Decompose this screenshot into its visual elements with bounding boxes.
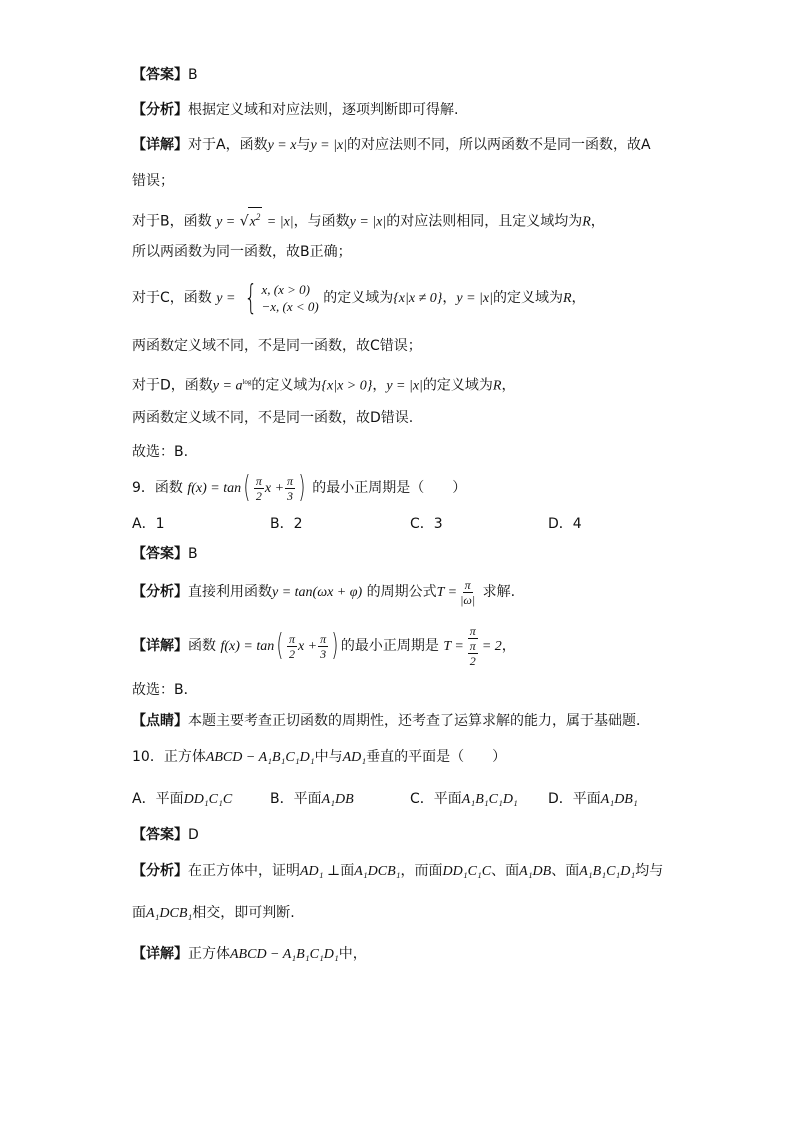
question-text: 中与 (314, 749, 343, 765)
answer-tag: 【答案】 (132, 546, 188, 562)
case-1: x, (x > 0) (261, 282, 310, 297)
numerator: π (469, 624, 476, 638)
analysis-text: 、面 (551, 863, 580, 879)
detail-text: 对于A，函数 (188, 137, 268, 153)
analysis-text: 在正方体中，证明 (188, 863, 300, 879)
point-text: 本题主要考查正切函数的周期性，还考查了运算求解的能力，属于基础题． (188, 713, 650, 729)
math-expr: = |x| (266, 214, 294, 230)
detail-line-b-cont (132, 243, 352, 261)
q9-answer-line (132, 545, 198, 563)
analysis-line (132, 101, 458, 119)
detail-line-c (132, 280, 586, 317)
numerator: π (469, 639, 476, 653)
detail-text: ， (501, 638, 516, 654)
analysis-text: 根据定义域和对应法则，逐项判断即可得解. (188, 102, 459, 118)
analysis-text: 的周期公式 (366, 584, 437, 600)
q9-option-d: D．4 (548, 516, 582, 532)
math-expr: DD₁C₁C (442, 864, 492, 879)
brace-symbol: { (244, 278, 258, 318)
detail-text: ， (590, 213, 605, 230)
denominator: 2 (288, 646, 295, 661)
analysis-text: 、面 (491, 863, 520, 879)
q9-option-a: A．1 (132, 516, 165, 532)
paren-left: ( (243, 470, 251, 505)
detail-text: 的定义域为 (323, 290, 394, 306)
option-label: A．平面 (132, 791, 184, 807)
detail-text: 对于B，函数 (132, 213, 212, 230)
detail-text: 两函数定义域不同，不是同一函数，故C错误； (132, 338, 422, 354)
math-expr: f(x) = tan (187, 481, 242, 496)
denominator: 2 (255, 488, 262, 503)
fraction (287, 632, 297, 661)
math-expr: y = x (267, 138, 297, 153)
detail-text: ， (571, 290, 586, 306)
q9-analysis-line (132, 574, 515, 611)
math-expr: = 2 (481, 639, 502, 654)
detail-line-d-cont (132, 409, 413, 427)
analysis-text: 求解. (482, 584, 516, 600)
math-expr: y = |x| (386, 378, 423, 394)
detail-text: 所以两函数为同一函数，故B正确； (132, 244, 352, 260)
denominator: 3 (320, 646, 327, 661)
fraction (254, 474, 264, 503)
math-expr: x + (264, 481, 285, 496)
q10-option-a (132, 790, 232, 809)
math-expr: y = |x| (456, 291, 493, 306)
math-expr: y = a (212, 378, 243, 394)
detail-line-a (132, 136, 651, 155)
detail-text: 函数 (188, 638, 216, 654)
analysis-text: 面 (132, 905, 146, 921)
denominator: 3 (287, 488, 294, 503)
math-expr: T = (443, 639, 464, 654)
paren-right: ) (298, 470, 306, 505)
detail-text: ， (372, 377, 387, 394)
selection-text: 故选：B. (132, 444, 189, 460)
denominator: |ω| (460, 592, 476, 607)
detail-text: 的定义域为 (492, 290, 563, 306)
question-text: 垂直的平面是（ ） (366, 749, 507, 765)
analysis-text: 相交，即可判断. (192, 905, 295, 921)
math-symbol: R (562, 291, 572, 306)
math-expr: y = |x| (310, 138, 348, 153)
answer-value: B (188, 67, 198, 83)
detail-text: 对于D，函数 (132, 377, 213, 394)
question-10-stem (132, 748, 506, 767)
math-expr: y = (216, 214, 236, 230)
detail-text: 的对应法则不同，所以两函数不是同一函数，故A (347, 137, 651, 153)
detail-text: 两函数定义域不同，不是同一函数，故D错误. (132, 410, 414, 426)
q9-selection-line (132, 681, 198, 699)
detail-text: ，与函数 (293, 213, 350, 230)
math-symbol: R (492, 378, 502, 394)
option-label: B．平面 (270, 791, 322, 807)
q9-point-line (132, 712, 650, 730)
exponent: 2 (255, 212, 261, 222)
math-expr: T = (436, 585, 458, 600)
math-expr: {x|x ≠ 0} (393, 291, 443, 306)
detail-text: 正方体 (188, 946, 230, 962)
answer-line (132, 66, 198, 84)
numerator: π (288, 631, 295, 646)
detail-text: 对于C，函数 (132, 290, 212, 306)
denominator (465, 639, 481, 668)
math-expr: ABCD − A₁B₁C₁D₁ (230, 947, 339, 962)
selection-text: 故选：B． (132, 682, 198, 698)
question-number: 9．函数 (132, 480, 183, 496)
detail-text: 的定义域为 (422, 377, 493, 394)
detail-line-c-cont (132, 337, 422, 355)
answer-value: B (188, 546, 198, 562)
answer-tag: 【答案】 (132, 67, 188, 83)
piecewise-function (240, 278, 319, 318)
math-expr: A₁DB₁ (600, 792, 638, 807)
math-expr: A₁DB (519, 864, 552, 879)
analysis-tag: 【分析】 (132, 863, 188, 879)
math-expr: AD₁ (342, 750, 367, 765)
case-2: −x, (x < 0) (261, 299, 319, 314)
math-expr: f(x) = tan (220, 639, 275, 654)
selection-line (132, 443, 188, 461)
q10-answer-line (132, 826, 199, 844)
question-9-stem (132, 470, 466, 507)
fraction (458, 578, 477, 607)
detail-tag: 【详解】 (132, 137, 188, 153)
detail-line-d (132, 373, 515, 396)
numerator: π (464, 577, 471, 592)
fraction (318, 632, 328, 661)
denominator: 2 (469, 654, 476, 668)
math-expr: ABCD − A₁B₁C₁D₁ (205, 750, 315, 765)
numerator: π (255, 473, 262, 488)
detail-tag: 【详解】 (132, 638, 188, 654)
point-tag: 【点睛】 (132, 713, 188, 729)
math-expr: DD₁C₁C (183, 792, 233, 807)
q10-option-c (410, 790, 518, 809)
detail-text: ， (501, 377, 516, 394)
math-expr: A₁DCB₁ (146, 906, 193, 921)
fraction (468, 639, 478, 668)
fraction (285, 474, 295, 503)
compound-fraction (465, 624, 481, 668)
math-expr: {x|x > 0} (321, 378, 373, 394)
analysis-tag: 【分析】 (132, 584, 188, 600)
question-text: 的最小正周期是（ ） (312, 480, 467, 496)
math-expr: y = (216, 291, 236, 306)
detail-text: 的对应法则相同，且定义域均为 (386, 213, 583, 230)
q10-analysis-line (132, 862, 663, 881)
analysis-text: ，而面 (400, 863, 443, 879)
q10-detail-line (132, 945, 367, 964)
detail-text: 中， (338, 946, 367, 962)
answer-value: D (188, 827, 199, 843)
q10-option-b (270, 790, 354, 809)
math-expr: A₁DB (321, 792, 354, 807)
cases (262, 281, 319, 315)
option-label: C．平面 (410, 791, 462, 807)
analysis-text: 均与 (635, 863, 664, 879)
math-symbol: R (582, 214, 591, 230)
numerator: π (287, 473, 294, 488)
detail-line-b (132, 207, 605, 232)
q9-detail-line (132, 624, 516, 668)
q9-option-b: B．2 (270, 516, 303, 532)
option-label: D．平面 (548, 791, 601, 807)
q10-analysis-line-cont (132, 904, 295, 923)
numerator: π (320, 631, 327, 646)
detail-text: 错误； (132, 173, 174, 189)
radicand-var: x (249, 214, 256, 230)
detail-tag: 【详解】 (132, 946, 188, 962)
detail-text: 与 (296, 137, 311, 153)
math-expr: y = |x| (349, 214, 387, 230)
detail-text: 的最小正周期是 (340, 638, 439, 654)
math-expr: A₁B₁C₁D₁ (461, 792, 518, 807)
analysis-text: 直接利用函数 (188, 584, 272, 600)
sqrt-radicand (248, 207, 263, 232)
q9-option-c: C．3 (410, 516, 443, 532)
math-expr: A₁B₁C₁D₁ (579, 864, 636, 879)
analysis-tag: 【分析】 (132, 102, 188, 118)
detail-text: 的定义域为 (251, 377, 322, 394)
paren-left: ( (276, 628, 284, 663)
detail-text: ， (442, 290, 457, 306)
detail-line-a-cont (132, 172, 174, 190)
q10-option-d (548, 790, 638, 809)
exponent: log (242, 378, 252, 386)
sqrt-symbol: √ (239, 213, 249, 230)
math-expr: y = tan(ωx + φ) (272, 585, 363, 600)
paren-right: ) (331, 628, 339, 663)
math-expr: x + (297, 639, 318, 654)
math-expr: AD₁ ⊥ (300, 864, 341, 879)
question-number: 10．正方体 (132, 749, 206, 765)
analysis-text: 面 (340, 863, 355, 879)
answer-tag: 【答案】 (132, 827, 188, 843)
math-expr: A₁DCB₁ (354, 864, 401, 879)
